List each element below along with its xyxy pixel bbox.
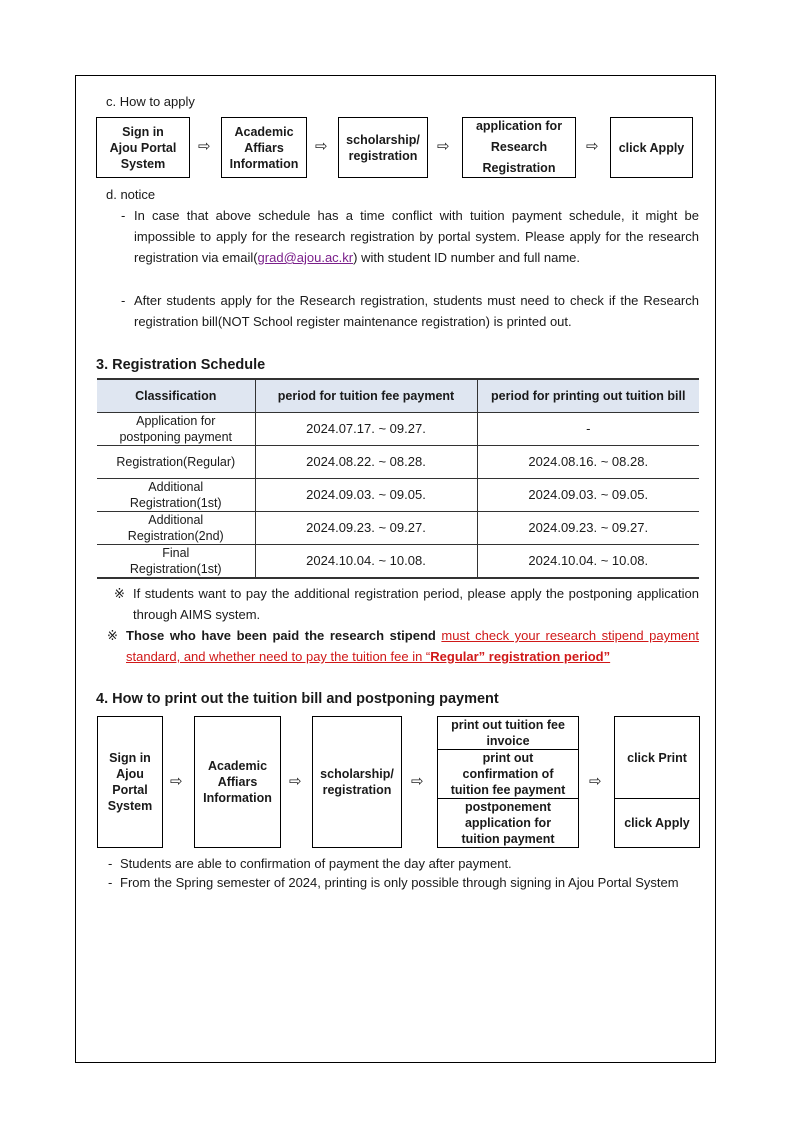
table-row [97, 413, 699, 446]
notice-1-text: In case that above schedule has a time conflict with tuition payment schedule, it might be impossible to apply for the research registration by portal system. Please apply for the research registration via email( [134, 208, 699, 265]
step-scholarship-box: scholarship/ registration [312, 716, 402, 848]
table-header-row [97, 379, 699, 413]
arrow-icon: ⇨ [589, 773, 602, 790]
row-classification: Additional Registration(1st) [97, 479, 255, 512]
schedule-note-2 [126, 625, 699, 667]
option-print-confirmation-box: print out confirmation of tuition fee payment [437, 749, 579, 799]
step-click-apply-box: click Apply [610, 117, 693, 178]
bullet-dash: - [121, 208, 126, 223]
stipend-warning-emphasis: Regular” registration period” [430, 649, 611, 664]
step-sign-in-box: Sign in Ajou Portal System [96, 117, 190, 178]
arrow-icon: ⇨ [586, 138, 599, 155]
bullet-dash: - [108, 856, 113, 871]
email-link[interactable]: grad@ajou.ac.kr [257, 250, 354, 265]
row-payment-period: 2024.07.17. ~ 09.27. [255, 413, 477, 446]
row-classification: Application for postponing payment [97, 413, 255, 446]
bullet-dash: - [108, 875, 113, 890]
header-printing-period: period for printing out tuition bill [477, 379, 699, 413]
reference-mark: ※ [107, 628, 118, 643]
row-classification: Final Registration(1st) [97, 545, 255, 579]
print-note-1: Students are able to confirmation of payment the day after payment. [120, 856, 512, 871]
row-payment-period: 2024.08.22. ~ 08.28. [255, 446, 477, 479]
print-note-2: From the Spring semester of 2024, printing is only possible through signing in Ajou Portal System [120, 875, 679, 890]
step-sign-in-box: Sign in Ajou Portal System [97, 716, 163, 848]
header-classification: Classification [97, 379, 255, 413]
row-payment-period: 2024.09.03. ~ 09.05. [255, 479, 477, 512]
table-row [97, 512, 699, 545]
step-academic-box: Academic Affiars Information [221, 117, 307, 178]
reference-mark: ※ [114, 586, 125, 601]
step-academic-box: Academic Affiars Information [194, 716, 281, 848]
arrow-icon: ⇨ [411, 773, 424, 790]
row-payment-period: 2024.09.23. ~ 09.27. [255, 512, 477, 545]
row-payment-period: 2024.10.04. ~ 10.08. [255, 545, 477, 579]
schedule-note-1: If students want to pay the additional registration period, please apply the postponing application through AIMS system. [133, 586, 699, 622]
notice-paragraph-2: After students apply for the Research registration, students must need to check if the Research registration bill(NOT School register maintenance registration) is printed out. [134, 293, 699, 329]
table-row [97, 446, 699, 479]
header-payment-period: period for tuition fee payment [255, 379, 477, 413]
notice-paragraph-1 [134, 205, 699, 268]
row-classification: Registration(Regular) [97, 446, 255, 479]
arrow-icon: ⇨ [315, 138, 328, 155]
arrow-icon: ⇨ [170, 773, 183, 790]
step-application-box: application for Research Registration [462, 117, 576, 178]
action-click-print-box: click Print [614, 716, 700, 799]
section-d-label: d. notice [106, 187, 156, 202]
row-classification: Additional Registration(2nd) [97, 512, 255, 545]
registration-schedule-table [97, 378, 699, 579]
option-print-invoice-box: print out tuition fee invoice [437, 716, 579, 750]
table-row [97, 479, 699, 512]
notice-1-text-end: ) with student ID number and full name. [353, 250, 581, 265]
step-scholarship-box: scholarship/ registration [338, 117, 428, 178]
stipend-note-bold: Those who have been paid the research stipend [126, 628, 436, 643]
action-click-apply-box: click Apply [614, 798, 700, 848]
table-row [97, 545, 699, 579]
stipend-warning-text: must check your research stipend payment standard, and whether need to pay the tuition fee in “ [126, 628, 699, 664]
section-3-title: 3. Registration Schedule [96, 357, 266, 373]
row-printing-period: 2024.10.04. ~ 10.08. [477, 545, 699, 579]
row-printing-period: 2024.08.16. ~ 08.28. [477, 446, 699, 479]
option-postponement-box: postponement application for tuition payment [437, 798, 579, 848]
row-printing-period: 2024.09.03. ~ 09.05. [477, 479, 699, 512]
section-c-label: c. How to apply [106, 94, 195, 109]
bullet-dash: - [121, 293, 126, 308]
arrow-icon: ⇨ [198, 138, 211, 155]
row-printing-period: - [477, 413, 699, 446]
row-printing-period: 2024.09.23. ~ 09.27. [477, 512, 699, 545]
arrow-icon: ⇨ [437, 138, 450, 155]
arrow-icon: ⇨ [289, 773, 302, 790]
section-4-title: 4. How to print out the tuition bill and postponing payment [96, 691, 499, 707]
